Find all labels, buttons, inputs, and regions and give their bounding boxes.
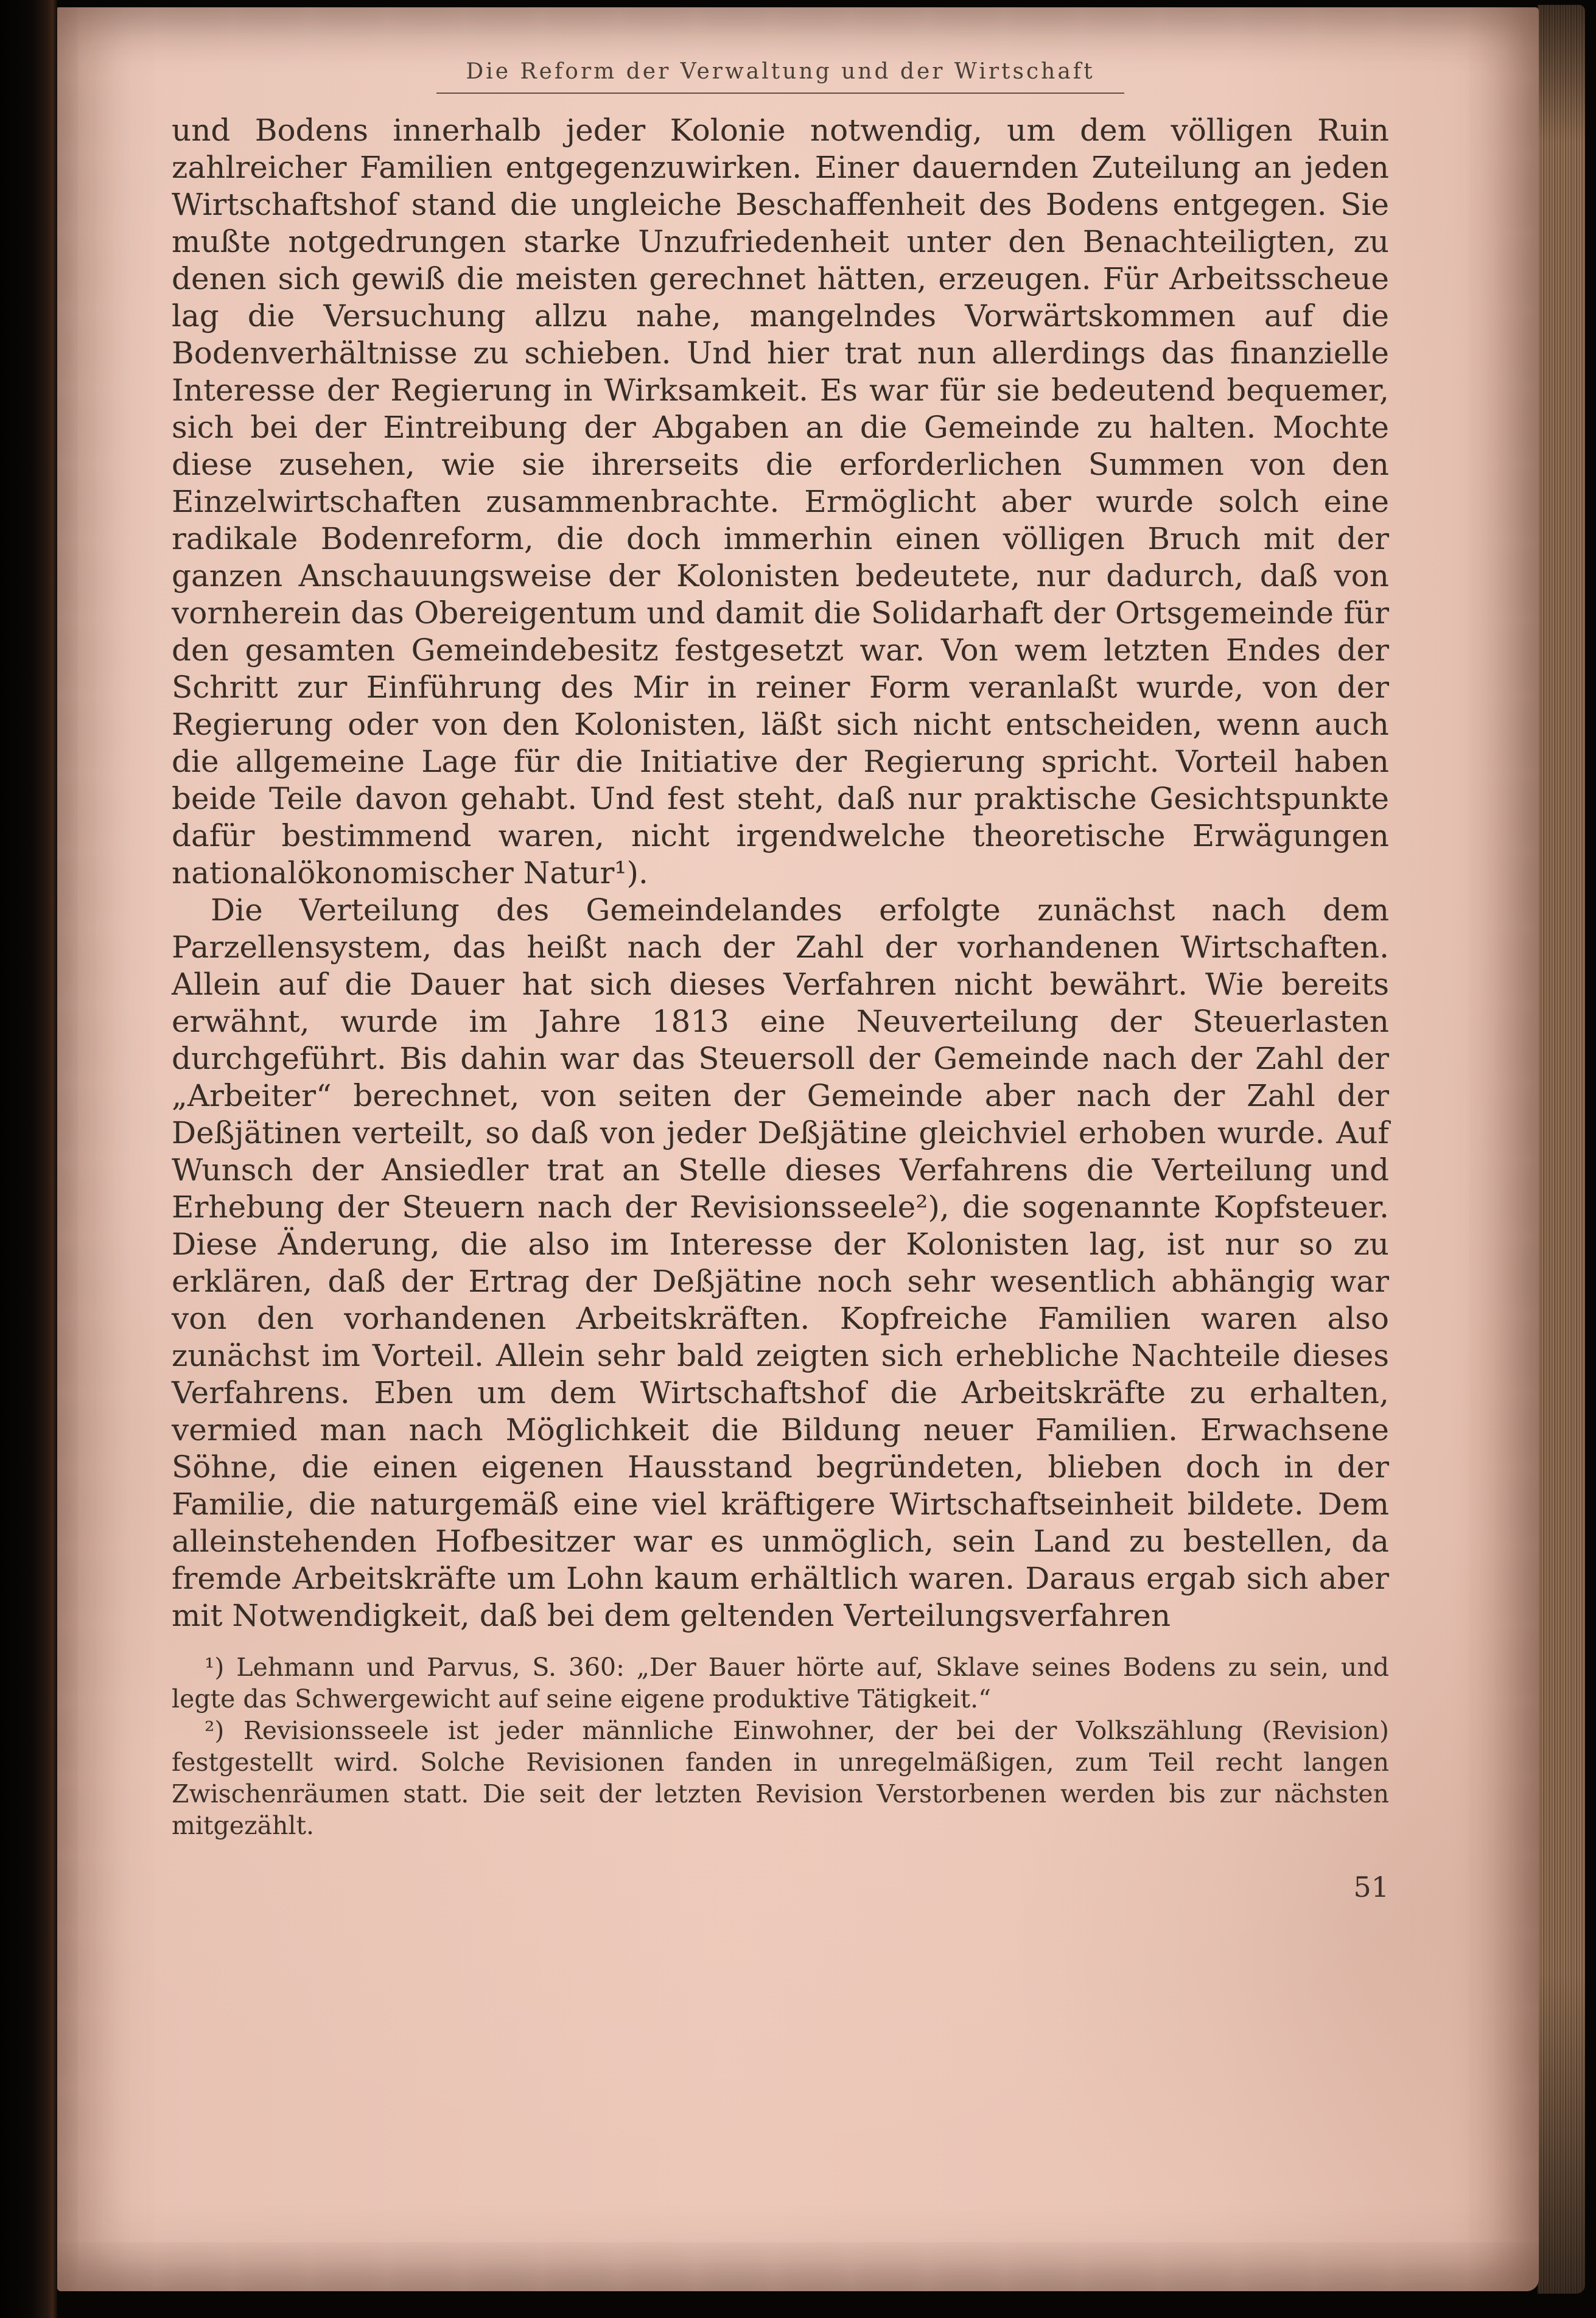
page-content xyxy=(172,7,1389,1903)
page-number: 51 xyxy=(1353,1871,1389,1903)
running-header xyxy=(172,7,1389,94)
footnote-1: ¹) Lehmann und Parvus, S. 360: „Der Bauer hörte auf, Sklave seines Bodens zu sein, und legte das Schwergewicht auf seine eigene produktive Tätigkeit.“ xyxy=(172,1653,1389,1714)
footnotes xyxy=(172,1651,1389,1841)
paragraph-2: Die Verteilung des Gemeindelandes erfolgte zunächst nach dem Parzellensystem, das heißt nach der Zahl der vorhandenen Wirtschaften. Allein auf die Dauer hat sich dieses Verfahren nicht bewährt. Wie bereits erwähnt, wurde im Jahre 1813 eine Neuverteilung der Steuerlasten durchgeführt. Bis dahin war das Steuersoll der Gemeinde nach der Zahl der „Arbeiter“ berechnet, von seiten der Gemeinde aber nach der Zahl der Deßjätinen verteilt, so daß von jeder Deßjätine gleichviel erhoben wurde. Auf Wunsch der Ansiedler trat an Stelle dieses Verfahrens die Verteilung und Erhebung der Steuern nach der Revisionsseele²), die sogenannte Kopfsteuer. Diese Änderung, die also im Interesse der Kolonisten lag, ist nur so zu erklären, daß der Ertrag der Deßjätine noch sehr wesentlich abhängig war von den vorhandenen Arbeitskräften. Kopfreiche Familien waren also zunächst im Vorteil. Allein sehr bald zeigten sich erhebliche Nachteile dieses Verfahrens. Eben um dem Wirtschaftshof die Arbeitskräfte zu erhalten, vermied man nach Möglichkeit die Bildung neuer Familien. Erwachsene Söhne, die einen eigenen Hausstand begründeten, blieben doch in der Familie, die naturgemäß eine viel kräftigere Wirtschaftseinheit bildete. Dem alleinstehenden Hofbesitzer war es unmöglich, sein Land zu bestellen, da fremde Arbeitskräfte um Lohn kaum erhältlich waren. Daraus ergab sich aber mit Notwendigkeit, daß bei dem geltenden Verteilungsverfahren xyxy=(172,892,1389,1633)
running-header-text: Die Reform der Verwaltung und der Wirtschaft xyxy=(436,58,1124,94)
book-fore-edge xyxy=(1538,5,1585,2294)
book-binding-left xyxy=(0,0,57,2318)
body-text xyxy=(172,112,1389,1634)
footnote-2: ²) Revisionsseele ist jeder männliche Einwohner, der bei der Volkszählung (Revision) festgestellt wird. Solche Revisionen fanden in unregelmäßigen, zum Teil recht langen Zwischenräumen statt. Die seit der letzten Revision Verstorbenen werden bis zur nächsten mitgezählt. xyxy=(172,1716,1389,1840)
book-page xyxy=(57,7,1539,2291)
paragraph-1: und Bodens innerhalb jeder Kolonie notwendig, um dem völligen Ruin zahlreicher Familien entgegenzuwirken. Einer dauernden Zuteilung an jeden Wirtschaftshof stand die ungleiche Beschaffenheit des Bodens entgegen. Sie mußte notgedrungen starke Unzufriedenheit unter den Benachteiligten, zu denen sich gewiß die meisten gerechnet hätten, erzeugen. Für Arbeitsscheue lag die Versuchung allzu nahe, mangelndes Vorwärtskommen auf die Bodenverhältnisse zu schieben. Und hier trat nun allerdings das finanzielle Interesse der Regierung in Wirksamkeit. Es war für sie bedeutend bequemer, sich bei der Eintreibung der Abgaben an die Gemeinde zu halten. Mochte diese zusehen, wie sie ihrerseits die erforderlichen Summen von den Einzelwirtschaften zusammenbrachte. Ermöglicht aber wurde solch eine radikale Bodenreform, die doch immerhin einen völligen Bruch mit der ganzen Anschauungsweise der Kolonisten bedeutete, nur dadurch, daß von vornherein das Obereigentum und damit die Solidarhaft der Ortsgemeinde für den gesamten Gemeindebesitz festgesetzt war. Von wem letzten Endes der Schritt zur Einführung des Mir in reiner Form veranlaßt wurde, von der Regierung oder von den Kolonisten, läßt sich nicht entscheiden, wenn auch die allgemeine Lage für die Initiative der Regierung spricht. Vorteil haben beide Teile davon gehabt. Und fest steht, daß nur praktische Gesichtspunkte dafür bestimmend waren, nicht irgendwelche theoretische Erwägungen nationalökonomischer Natur¹). xyxy=(172,113,1389,891)
